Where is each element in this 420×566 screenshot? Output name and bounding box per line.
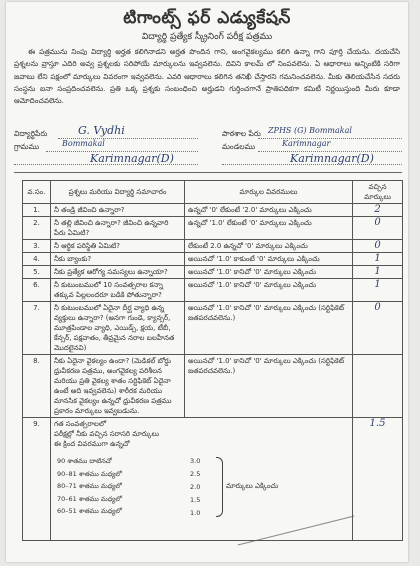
table-row (23, 253, 403, 266)
grade-range: 90 శాతము దాటినచో (57, 457, 112, 465)
grade-point: 2.5 (190, 470, 201, 478)
table-row (23, 240, 403, 253)
school-label: పాఠశాల పేరు (222, 129, 261, 138)
instructions-paragraph: ఈ పత్రమును నింపు విద్యార్థి అర్హత కలిగినాడని అర్హత పొందిన గాని, అంగవైకల్యము కలిగి ఉన్నా గాని పూర్తి చేయను. దయచేసి ప్రశ్నలను వ్రాస్తూ ఎదిరి అవ్వ ప్రశ్నలకు సరిపోయే మార్కులను ఇవ్వవలెను. దివిని కాలమ్ లో నింపవలెను. ఏ ఆధారాలు అన్నింటికి సరిగా జవాబు లేని పక్షంలో మార్కులు వివరంగా ఇవ్వవలెను. ఎవరి ఆధారాలు కలిగిన తనిఖీ చేస్తారని గమనించవలెను. మీకు తెలియచేసిన సదరు సంస్థను ఐనా సంప్రదించవలెను. ప్రతి ఒక్క ప్రశ్నకు సంబంధించి అర్హుడని గుర్తించగానే ప్రాతిపదికగా కమిటీ నిర్ణయిస్తుంది మీరు కూడా ఆమోదించవలెను. (14, 47, 400, 106)
row-number: 1. (23, 204, 51, 217)
row-marks-rule: అయినచో '1.0' కానిచో '0' మార్కులు ఎక్కించు (185, 266, 353, 279)
grades-cell (51, 418, 353, 541)
screening-table (22, 180, 403, 541)
grade-range: 90–81 శాతము మధ్యలో (57, 469, 122, 478)
mandal-value[interactable]: Karimnagar (282, 139, 331, 148)
district-left-value[interactable]: Karimnagar(D) (90, 152, 174, 165)
grade-point: 1.5 (190, 496, 201, 504)
row-number: 5. (23, 266, 51, 279)
form-subtitle: విద్యార్థి ప్రత్యేక స్క్రీనింగ్ పరీక్ష పత్రము (141, 32, 273, 42)
row-score[interactable]: 0 (353, 217, 403, 240)
mandal-label: మండలము (222, 142, 256, 151)
table-row (23, 217, 403, 240)
grade-brace (216, 457, 223, 517)
row-score[interactable]: 1 (353, 253, 403, 266)
row-number: 2. (23, 217, 51, 240)
row-question: నీకు ప్రత్యేక ఆరోగ్య సమస్యలు ఉన్నాయా? (51, 266, 185, 279)
grade-point: 1.0 (190, 509, 201, 517)
screening-form-page (6, 2, 408, 562)
grade-points (190, 455, 200, 520)
student-name-label: విద్యార్థిపేరు (14, 129, 48, 138)
row-number: 4. (23, 253, 51, 266)
table-row (23, 355, 403, 418)
row-marks-rule: అయినచో '1.0' కాకుంటే '0' మార్కులు ఎక్కించు (185, 253, 353, 266)
row-score[interactable]: 1 (353, 266, 403, 279)
row-score[interactable]: 0 (353, 240, 403, 253)
row-question: నీ తల్లి జీవించి ఉన్నారా? జీవించి ఉన్నవారి పేరు ఏమిటి? (51, 217, 185, 240)
row-number: 8. (23, 355, 51, 418)
row-number: 7. (23, 302, 51, 355)
table-row (23, 266, 403, 279)
header-marks-obtained: వచ్చిన మార్కులు (353, 181, 403, 204)
table-row (23, 279, 403, 302)
row-question: నీ కుటుంబములో ఏదైనా దీర్ఘ వ్యాధి ఉన్న వ్యక్తులు ఉన్నారా? (అనగా గుండె, క్యాన్సర్, మూత్రపిండాల వ్యాధి, ఎయిడ్స్, క్షయ, టీబీ, కేన్సర్, పక్షవాతం, తీవ్రమైన నరాల బలహీనత మొదలైనవి) (51, 302, 185, 355)
grade-range: 80–71 శాతము మధ్యలో (57, 482, 122, 490)
row-question: నీ ఆర్థిక పరిస్థితి ఏమిటి? (51, 240, 185, 253)
grade-range: 70–61 శాతము మధ్యలో (57, 494, 122, 503)
row-marks-rule: ఉన్నచో '1.0' లేకుంటే '0' మార్కులు ఎక్కించు (185, 217, 353, 240)
row-question: నీ తండ్రి జీవించి ఉన్నారా? (51, 204, 185, 217)
grade-marks-label: మార్కులు ఎక్కించు (226, 482, 279, 490)
row-score[interactable]: 2 (353, 204, 403, 217)
village-label: గ్రామము (14, 142, 40, 151)
district-right-line (222, 164, 402, 165)
row-marks-rule: అయినచో '1.0' కానిచో '0' మార్కులు ఎక్కించు (సర్టిఫికెట్ జతపరచవలెను.) (185, 302, 353, 355)
header-question: ప్రశ్నలు మరియు విద్యార్థి సమాచారం (51, 181, 185, 204)
row-question: నీకు బ్యాంకు? (51, 253, 185, 266)
row-score[interactable] (353, 355, 403, 418)
district-left-line (14, 164, 198, 165)
row-score[interactable]: 1 (353, 279, 403, 302)
header-marks-detail: మార్కుల వివరములు (185, 181, 353, 204)
row-number: 3. (23, 240, 51, 253)
row-question: నీ కుటుంబములో 10 సంవత్సరాల కన్నా తక్కువ పిల్లలందరూ బడికి పోతున్నారా? (51, 279, 185, 302)
table-header-row (23, 181, 403, 204)
form-title: టిగాంట్స్ ఫర్ ఎడ్యుకేషన్ (123, 8, 291, 28)
row-marks-rule: అయినచో '1.0' కానిచో '0' మార్కులు ఎక్కించు (సర్టిఫికెట్ జతపరచవలెను.) (185, 355, 353, 418)
table-row (23, 302, 403, 355)
district-right-value[interactable]: Karimnagar(D) (290, 152, 374, 165)
row-number: 6. (23, 279, 51, 302)
row-question: నీకు ఏదైనా వైకల్యం ఉందా? (మెడికల్ బోర్డు ధ్రువీకరణ పత్రము, అంగవైకల్య పరిశీలన మరియు ప్రతి వైకల్య శాతం సర్టిఫికెట్ ఏదైనా ఉంటే అది ఇవ్వవలెను) శారీరక మరియు మానసిక వైకల్యం ఉన్నచో ధ్రువీకరణ పత్రము ప్రకారం మార్కులు ఇవ్వబడును. (51, 355, 185, 418)
student-name-value[interactable]: G. Vydhi (78, 124, 125, 137)
village-value[interactable]: Bommakal (62, 139, 105, 148)
row-marks-rule: ఉన్నచో '0' లేకుంటే '2.0' మార్కులు ఎక్కించు (185, 204, 353, 217)
header-serial: వ.సం. (23, 181, 51, 204)
table-row-grades (23, 418, 403, 541)
grade-point: 2.0 (190, 483, 201, 491)
section-divider (14, 172, 402, 173)
row-marks-rule: అయినచో '1.0' కానిచో '0' మార్కులు ఎక్కించు (185, 279, 353, 302)
school-value[interactable]: ZPHS (G) Bommakal (268, 126, 352, 135)
row-number: 9. (23, 418, 51, 541)
grades-question: గత సంవత్సరాలలో పరీక్షల్లో నీకు వచ్చిన సరాసరి మార్కులు ఈ క్రింద వివరముగా ఉన్నచో (54, 420, 160, 448)
grade-point: 3.0 (190, 457, 201, 465)
row-score[interactable]: 1.5 (353, 418, 403, 541)
grade-range: 60–51 శాతము మధ్యలో (57, 507, 122, 515)
row-score[interactable]: 0 (353, 302, 403, 355)
grade-ranges (57, 455, 122, 518)
row-marks-rule: లేకుంటే 2.0 ఉన్నచో '0' మార్కులు ఎక్కించు (185, 240, 353, 253)
table-row (23, 204, 403, 217)
